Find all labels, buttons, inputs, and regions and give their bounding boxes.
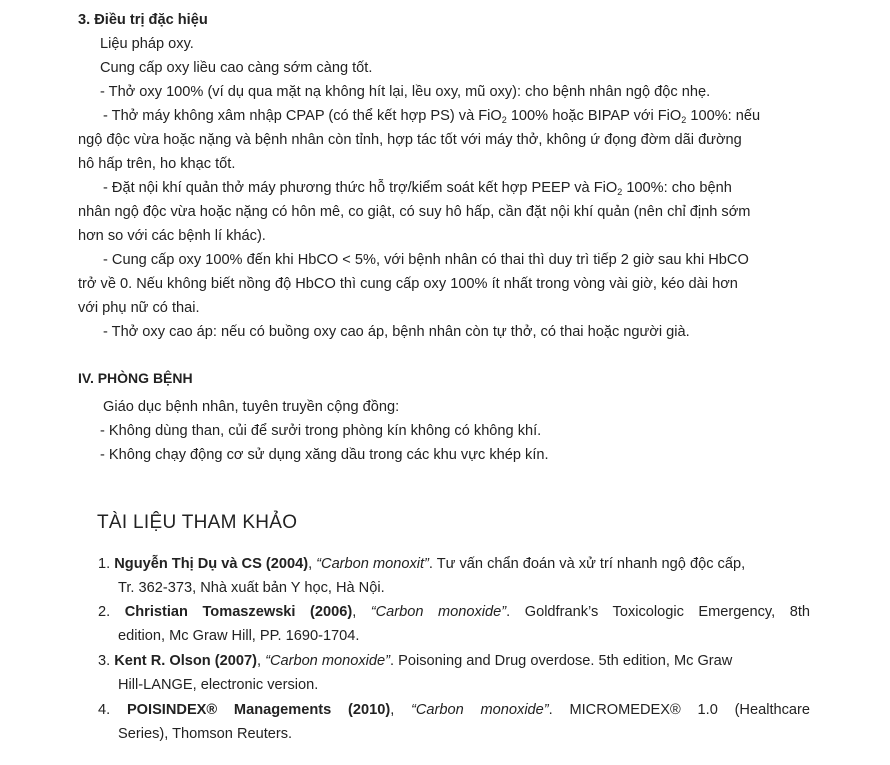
reference-rest: . Goldfrank’s Toxicologic Emergency, 8th	[506, 604, 811, 620]
hbco-line-2: trở về 0. Nếu không biết nồng độ HbCO thì cung cấp oxy 100% ít nhất trong vòng vài giờ, kéo dài hơn	[78, 276, 738, 292]
reference-3-line-2: Hill-LANGE, electronic version.	[118, 677, 319, 693]
references-heading: TÀI LIỆU THAM KHẢO	[97, 512, 298, 533]
prevention-item-1: - Không dùng than, củi để sưởi trong phòng kín không có không khí.	[100, 423, 542, 439]
reference-separator: ,	[256, 653, 266, 669]
reference-title: “Carbon monoxide”	[265, 653, 390, 669]
oxygen-100-line: - Thở oxy 100% (ví dụ qua mặt nạ không hít lại, lều oxy, mũ oxy): cho bệnh nhân ngộ độc nhẹ.	[100, 84, 711, 100]
prevention-item-2: - Không chạy động cơ sử dụng xăng dầu trong các khu vực khép kín.	[100, 447, 549, 463]
high-dose-line: Cung cấp oxy liều cao càng sớm càng tốt.	[100, 60, 373, 76]
section-4-heading: IV. PHÒNG BỆNH	[78, 370, 193, 386]
intubation-line-2: nhân ngộ độc vừa hoặc nặng có hôn mê, co giật, có suy hô hấp, cần đặt nội khí quản (nên chỉ định sớm	[78, 204, 751, 220]
reference-2-line-1	[98, 602, 810, 622]
oxygen-therapy-line: Liệu pháp oxy.	[100, 36, 194, 52]
reference-author: Nguyễn Thị Dụ và CS (2004)	[114, 556, 309, 572]
intubation-line-1	[103, 178, 818, 198]
cpap-text-b: 100% hoặc BIPAP với FiO	[506, 108, 682, 124]
fio2-subscript: 2	[681, 115, 687, 125]
reference-separator: ,	[308, 556, 317, 572]
cpap-line-2: ngộ độc vừa hoặc nặng và bệnh nhân còn tỉnh, hợp tác tốt với máy thở, không ứ đọng đờm dãi đường	[78, 132, 742, 148]
reference-author: Kent R. Olson (2007)	[114, 653, 257, 669]
hyperbaric-line: - Thở oxy cao áp: nếu có buồng oxy cao áp, bệnh nhân còn tự thở, có thai hoặc người già.	[103, 324, 690, 340]
reference-1-line-2: Tr. 362-373, Nhà xuất bản Y học, Hà Nội.	[118, 580, 385, 596]
reference-title: “Carbon monoxide”	[370, 604, 507, 620]
fio2-subscript: 2	[501, 115, 507, 125]
cpap-text-c: 100%: nếu	[686, 108, 761, 124]
intubation-text-b: 100%: cho bệnh	[622, 180, 732, 196]
reference-separator: ,	[352, 604, 371, 620]
intubation-line-3: hơn so với các bệnh lí khác).	[78, 228, 266, 244]
reference-author: POISINDEX® Managements (2010)	[126, 702, 391, 718]
reference-3-line-1	[98, 651, 810, 671]
hbco-line-1: - Cung cấp oxy 100% đến khi HbCO < 5%, với bệnh nhân có thai thì duy trì tiếp 2 giờ sau khi HbCO	[103, 252, 749, 268]
cpap-text-a: - Thở máy không xâm nhập CPAP (có thể kết hợp PS) và FiO	[103, 108, 502, 124]
cpap-line-1	[103, 106, 818, 126]
cpap-line-3: hô hấp trên, ho khạc tốt.	[78, 156, 236, 172]
intubation-text-a: - Đặt nội khí quản thở máy phương thức hỗ trợ/kiểm soát kết hợp PEEP và FiO	[103, 180, 618, 196]
reference-number: 2.	[98, 604, 111, 620]
reference-title: “Carbon monoxide”	[411, 702, 549, 718]
reference-2-line-2: edition, Mc Graw Hill, PP. 1690-1704.	[118, 628, 360, 644]
reference-author: Christian Tomaszewski (2006)	[124, 604, 353, 620]
reference-separator: ,	[390, 702, 412, 718]
section-3-heading: 3. Điều trị đặc hiệu	[78, 12, 208, 28]
reference-title: “Carbon monoxit”	[316, 556, 429, 572]
reference-rest: . MICROMEDEX® 1.0 (Healthcare	[548, 702, 811, 718]
reference-4-line-2: Series), Thomson Reuters.	[118, 726, 293, 742]
hbco-line-3: với phụ nữ có thai.	[78, 300, 200, 316]
reference-number: 3.	[98, 653, 111, 669]
fio2-subscript: 2	[617, 187, 623, 197]
reference-rest: . Poisoning and Drug overdose. 5th edition, Mc Graw	[390, 653, 733, 669]
reference-number: 1.	[98, 556, 111, 572]
reference-4-line-1	[98, 700, 810, 720]
reference-1-line-1	[98, 554, 810, 574]
reference-number: 4.	[98, 702, 111, 718]
prevention-intro: Giáo dục bệnh nhân, tuyên truyền cộng đồng:	[103, 399, 400, 415]
reference-rest: . Tư vấn chẩn đoán và xử trí nhanh ngộ độc cấp,	[428, 556, 746, 572]
